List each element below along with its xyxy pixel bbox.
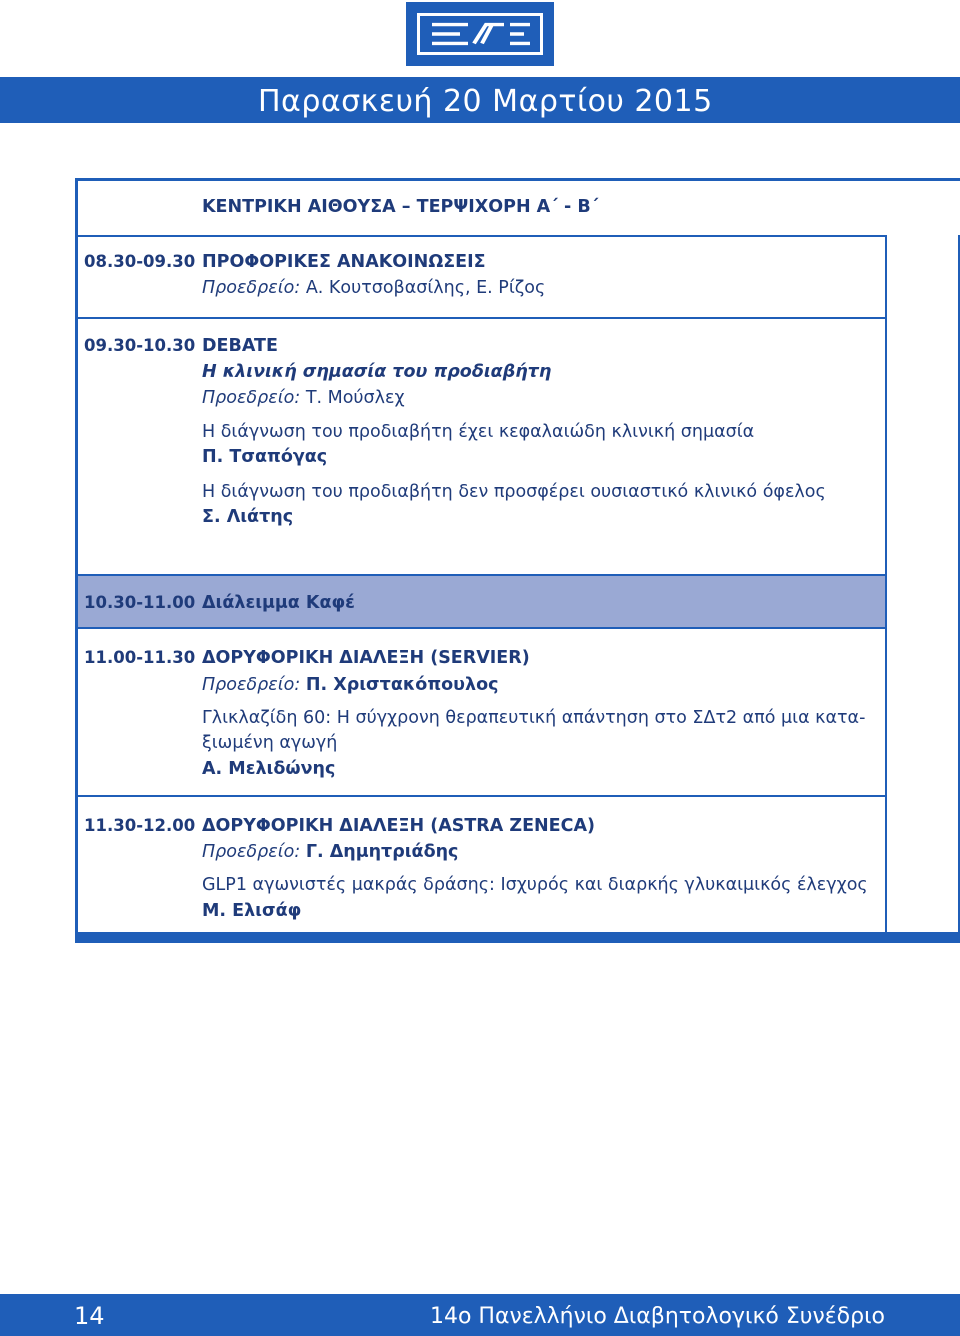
talk-speaker: Μ. Ελισάφ [202,901,302,921]
session-title: ΠΡΟΦΟΡΙΚΕΣ ΑΝΑΚΟΙΝΩΣΕΙΣ [202,252,486,272]
session-chair [202,277,545,299]
table-bottom-bar [75,932,960,943]
session-chair [202,674,498,696]
chair-names: Α. Κουτσοβασίλης, Ε. Ρίζος [305,278,546,298]
session-chair [202,841,458,863]
row-edge [885,795,887,935]
session-title: DEBATE [202,336,278,356]
session-time: 10.30-11.00 [84,593,196,612]
chair-label: Προεδρείο: [202,278,301,298]
chair-names: Τ. Μούσλεχ [305,388,405,408]
footer [0,1294,960,1336]
talk-title: Η διάγνωση του προδιαβήτη έχει κεφαλαιώδη κλινική σημασία [202,422,755,442]
talk-speaker: Π. Τσαπόγας [202,447,328,467]
talk-title-line2: ξιωμένη αγωγή [202,733,338,753]
chair-label: Προεδρείο: [202,675,301,695]
session-time: 11.30-12.00 [84,816,196,835]
hall-name: ΚΕΝΤΡΙΚΗ ΑΙΘΟΥΣΑ – ΤΕΡΨΙΧΟΡΗ Α΄ - Β΄ [202,197,599,217]
session-time: 08.30-09.30 [84,252,196,271]
talk-title: GLP1 αγωνιστές μακράς δράσης: Ισχυρός και διαρκής γλυκαιμικός έλεγχος [202,875,868,895]
talk-speaker: Σ. Λιάτης [202,507,294,527]
header-band [0,77,960,123]
chair-names: Γ. Δημητριάδης [305,842,459,862]
chair-label: Προεδρείο: [202,842,301,862]
coffee-break-row [78,574,886,628]
row-edge [885,574,887,629]
break-title: Διάλειμμα Καφέ [202,593,355,613]
row-divider [78,795,886,797]
talk-title: Η διάγνωση του προδιαβήτη δεν προσφέρει ουσιαστικό κλινικό όφελος [202,482,826,502]
page-title: Παρασκευή 20 Μαρτίου 2015 [258,84,713,119]
session-time: 09.30-10.30 [84,336,196,355]
session-title: ΔΟΡΥΦΟΡΙΚΗ ΔΙΑΛΕΞΗ (SERVIER) [202,648,530,668]
session-title: ΔΟΡΥΦΟΡΙΚΗ ΔΙΑΛΕΞΗ (ASTRA ZENECA) [202,816,596,836]
talk-speaker: Α. Μελιδώνης [202,759,336,779]
talk-title-line1: Γλικλαζίδη 60: Η σύγχρονη θεραπευτική απάντηση στο ΣΔτ2 από μια κατα- [202,708,866,728]
row-edge [885,317,887,576]
row-divider [78,317,886,319]
chair-label: Προεδρείο: [202,388,301,408]
row-edge [885,627,887,797]
session-subtitle: Η κλινική σημασία του προδιαβήτη [202,362,552,382]
session-time: 11.00-11.30 [84,648,196,667]
society-logo-icon [406,2,554,66]
conference-name: 14ο Πανελλήνιο Διαβητολογικό Συνέδριο [429,1304,885,1329]
row-divider [78,574,886,576]
row-divider [78,627,886,629]
session-chair [202,387,405,409]
row-divider [78,235,886,237]
page-number: 14 [74,1302,105,1330]
chair-names: Π. Χριστακόπουλος [305,675,499,695]
row-edge [885,235,887,319]
